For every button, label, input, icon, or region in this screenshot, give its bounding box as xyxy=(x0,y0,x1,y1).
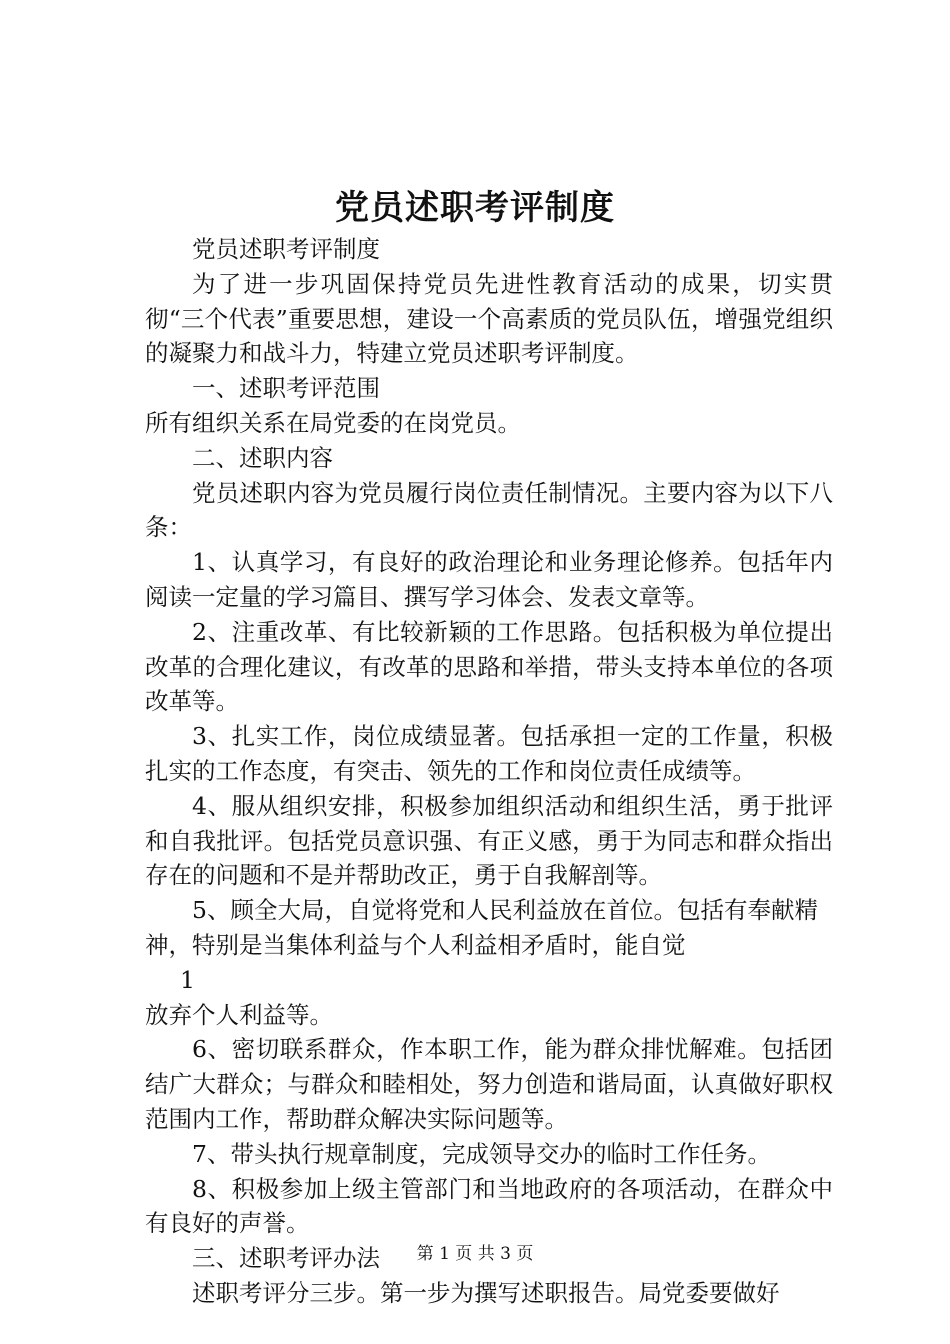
method-paragraph: 述职考评分三步。第一步为撰写述职报告。局党委要做好 xyxy=(192,1278,780,1307)
list-item-6: 6、密切联系群众，作本职工作，能为群众排忧解难。包括团结广大群众；与群众和睦相处，努力创造和谐局面，认真做好职权范围内工作，帮助群众解决实际问题等。 xyxy=(145,1035,833,1133)
list-item-1: 1、认真学习，有良好的政治理论和业务理论修养。包括年内阅读一定量的学习篇目、撰写学习体会、发表文章等。 xyxy=(145,548,833,611)
content-paragraph: 党员述职内容为党员履行岗位责任制情况。主要内容为以下八条： xyxy=(145,478,833,542)
heading-repeat: 党员述职考评制度 xyxy=(192,235,380,263)
section-heading-method: 三、述职考评办法 xyxy=(192,1244,380,1273)
list-item-2: 2、注重改革、有比较新颖的工作思路。包括积极为单位提出改革的合理化建议，有改革的思路和举措，带头支持本单位的各项改革等。 xyxy=(145,617,833,716)
section-heading-scope: 一、述职考评范围 xyxy=(192,374,380,403)
document-body xyxy=(145,232,833,1311)
list-item-5-continued: 放弃个人利益等。 xyxy=(145,1000,333,1029)
section-heading-content: 二、述职内容 xyxy=(192,443,333,472)
list-item-3: 3、扎实工作，岗位成绩显著。包括承担一定的工作量，积极扎实的工作态度，有突击、领先的工作和岗位责任成绩等。 xyxy=(145,722,833,785)
list-item-4: 4、服从组织安排，积极参加组织活动和组织生活，勇于批评和自我批评。包括党员意识强、有正义感，勇于为同志和群众指出存在的问题和不是并帮助改正，勇于自我解剖等。 xyxy=(145,791,833,890)
scope-paragraph: 所有组织关系在局党委的在岗党员。 xyxy=(145,408,521,437)
list-item-5: 5、顾全大局，自觉将党和人民利益放在首位。包括有奉献精神，特别是当集体利益与个人利益相矛盾时，能自觉 xyxy=(145,896,818,959)
page-footer: 第 1 页 共 3 页 xyxy=(416,1244,534,1264)
list-item-7: 7、带头执行规章制度，完成领导交办的临时工作任务。 xyxy=(192,1139,771,1168)
intro-paragraph: 为了进一步巩固保持党员先进性教育活动的成果，切实贯彻“三个代表”重要思想，建设一个高素质的党员队伍，增强党组织的凝聚力和战斗力，特建立党员述职考评制度。 xyxy=(145,269,833,368)
list-item-8: 8、积极参加上级主管部门和当地政府的各项活动，在群众中有良好的声誉。 xyxy=(145,1174,833,1238)
document-title: 党员述职考评制度 xyxy=(335,188,615,228)
inline-page-number: 1 xyxy=(180,965,195,994)
